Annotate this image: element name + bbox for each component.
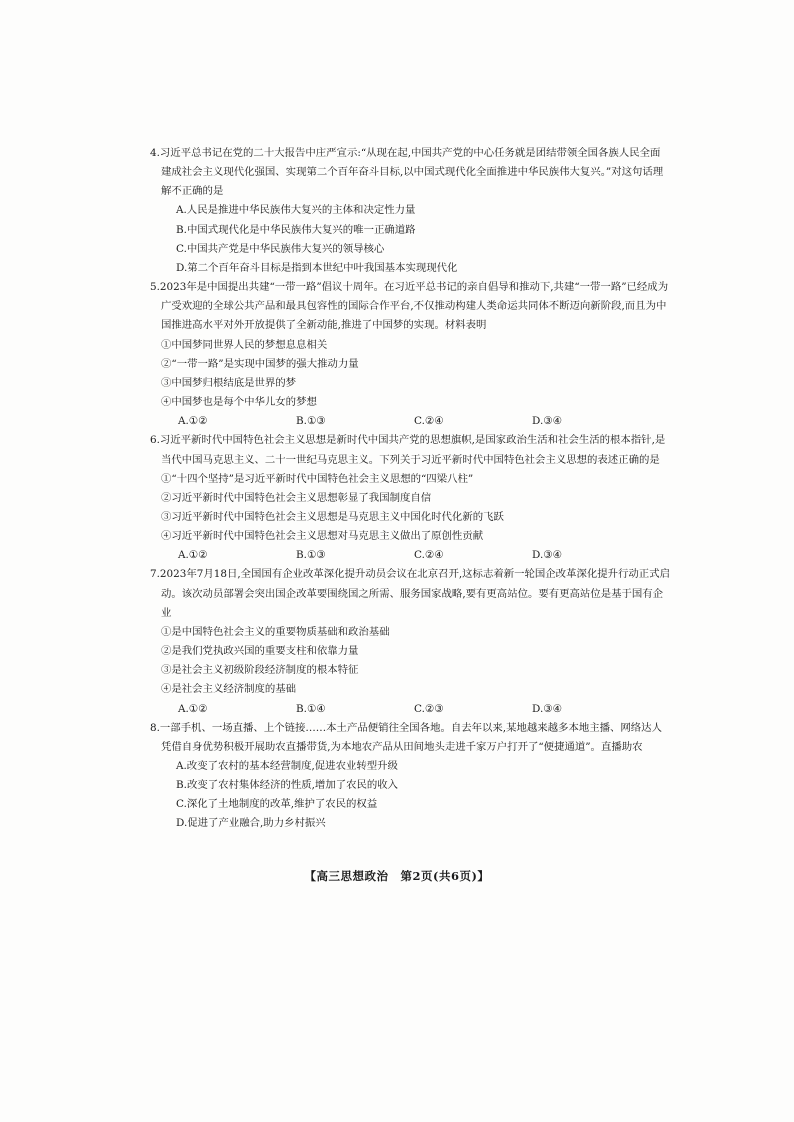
- question-4: [150, 144, 670, 278]
- statement-4: ④是社会主义经济制度的基础: [161, 683, 297, 696]
- statement-1: ①“十四个坚持”是习近平新时代中国特色社会主义思想的“四梁八柱”: [161, 472, 474, 485]
- option-d: D.第二个百年奋斗目标是指到本世纪中叶我国基本实现现代化: [176, 261, 458, 274]
- option-d: D.促进了产业融合,助力乡村振兴: [176, 817, 326, 830]
- choice-a: A.①②: [178, 415, 208, 428]
- option-a: A.人民是推进中华民族伟大复兴的主体和决定性力量: [176, 204, 416, 217]
- choice-c: C.②③: [414, 702, 444, 715]
- choice-b: B.①④: [296, 702, 326, 715]
- question-8: [150, 719, 670, 834]
- option-b: B.中国式现代化是中华民族伟大复兴的唯一正确道路: [176, 223, 416, 236]
- statement-2: ②是我们党执政兴国的重要支柱和依靠力量: [161, 645, 359, 658]
- statement-2: ②习近平新时代中国特色社会主义思想彰显了我国制度自信: [161, 491, 432, 504]
- choice-b: B.①③: [296, 415, 326, 428]
- question-list: [150, 144, 670, 834]
- question-stem: 4.习近平总书记在党的二十大报告中庄严宣示:“从现在起,中国共产党的中心任务就是团结带领全国各族人民全面建成社会主义现代化强国、实现第二个百年奋斗目标,以中国式现代化全面推进中华民族伟大复兴。”对这句话理解不正确的是: [150, 147, 664, 198]
- option-b: B.改变了农村集体经济的性质,增加了农民的收入: [176, 779, 399, 792]
- choice-d: D.③④: [532, 549, 562, 562]
- option-a: A.改变了农村的基本经营制度,促进农业转型升级: [176, 760, 398, 772]
- page-footer: 【高三思想政治 第2页(共6页)】: [304, 869, 490, 883]
- statement-3: ③中国梦归根结底是世界的梦: [161, 376, 297, 389]
- question-5: [150, 278, 670, 431]
- choice-d: D.③④: [532, 415, 562, 428]
- question-stem: 7.2023年7月18日,全国国有企业改革深化提升动员会议在北京召开,这标志着新一轮国企改革深化提升行动正式启动。该次动员部署会突出国企改革要围绕国之所需、服务国家战略,要有更高站位。要有更高站位是基于国有企业: [150, 568, 670, 619]
- choice-row: [150, 412, 670, 431]
- statement-1: ①是中国特色社会主义的重要物质基础和政治基础: [161, 625, 390, 638]
- option-c: C.深化了土地制度的改革,维护了农民的权益: [176, 798, 378, 811]
- statement-3: ③是社会主义初级阶段经济制度的根本特征: [161, 664, 359, 677]
- choice-c: C.②④: [414, 415, 444, 428]
- choice-b: B.①③: [296, 549, 326, 562]
- choice-row: [150, 700, 670, 719]
- question-stem: 6.习近平新时代中国特色社会主义思想是新时代中国共产党的思想旗帜,是国家政治生活和社会生活的根本指针,是当代中国马克思主义、二十一世纪马克思主义。下列关于习近平新时代中国特色社会主义思想的表述正确的是: [150, 434, 666, 466]
- statement-3: ③习近平新时代中国特色社会主义思想是马克思主义中国化时代化新的飞跃: [161, 510, 504, 523]
- statement-1: ①中国梦同世界人民的梦想息息相关: [161, 338, 328, 351]
- statement-2: ②“一带一路”是实现中国梦的强大推动力量: [161, 357, 359, 370]
- choice-row: [150, 546, 670, 565]
- choice-a: A.①②: [178, 549, 208, 562]
- choice-d: D.③④: [532, 702, 562, 715]
- option-c: C.中国共产党是中华民族伟大复兴的领导核心: [176, 242, 385, 255]
- question-7: [150, 565, 670, 718]
- choice-a: A.①②: [178, 702, 208, 715]
- statement-4: ④中国梦也是每个中华儿女的梦想: [161, 396, 317, 409]
- choice-c: C.②④: [414, 549, 444, 562]
- statement-4: ④习近平新时代中国特色社会主义思想对马克思主义做出了原创性贡献: [161, 530, 484, 543]
- question-stem: 8.一部手机、一场直播、上个链接……本土产品便销往全国各地。自去年以来,某地越来越多本地主播、网络达人凭借自身优势积极开展助农直播带货,为本地农产品从田间地头走进千家万户打开了“便捷通道”。直播助农: [150, 721, 662, 753]
- question-stem: 5.2023年是中国提出共建“一带一路”倡议十周年。在习近平总书记的亲自倡导和推动下,共建“一带一路”已经成为广受欢迎的全球公共产品和最具包容性的国际合作平台,不仅推动构建人类命运共同体不断迈向新阶段,而且为中国推进高水平对外开放提供了全新动能,推进了中国梦的实现。材料表明: [150, 281, 669, 332]
- question-6: [150, 431, 670, 565]
